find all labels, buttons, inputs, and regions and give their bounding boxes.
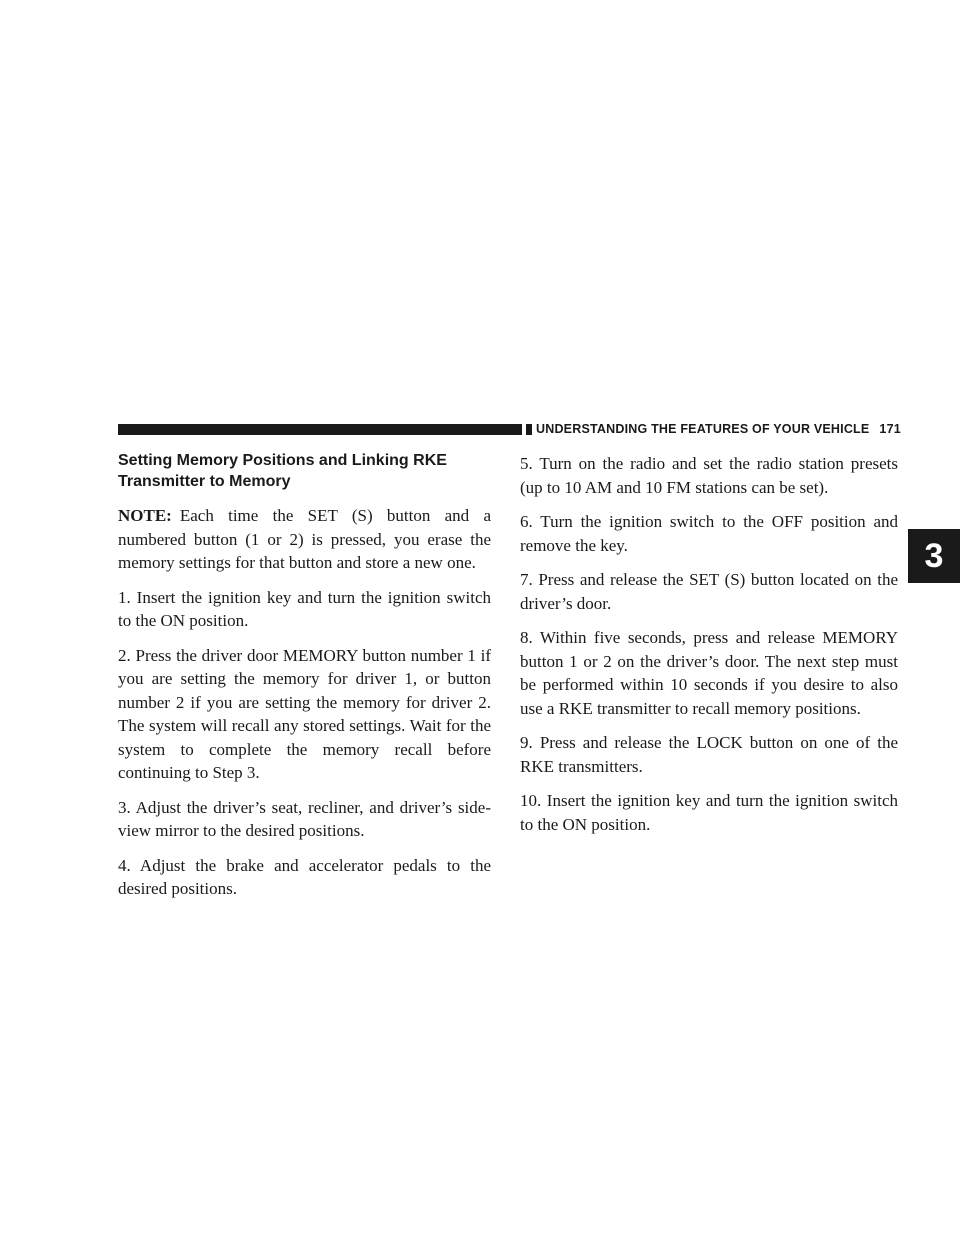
header-rule-separator [526,424,532,435]
step-3: 3. Adjust the driver’s seat, recliner, and driver’s side-view mirror to the desired positions. [118,797,491,840]
note-label: NOTE: [118,506,172,525]
page-number: 171 [879,422,901,436]
chapter-tab: 3 [908,529,960,583]
step-6: 6. Turn the ignition switch to the OFF position and remove the key. [520,512,898,555]
header-rule [118,424,522,435]
step-1: 1. Insert the ignition key and turn the ignition switch to the ON position. [118,587,491,630]
right-column [520,452,898,847]
section-title: Setting Memory Positions and Linking RKE Transmitter to Memory [118,452,447,490]
step-9: 9. Press and release the LOCK button on one of the RKE transmitters. [520,733,898,776]
left-column [118,450,491,912]
note-paragraph [118,504,491,575]
header-section-title: UNDERSTANDING THE FEATURES OF YOUR VEHICLE [536,422,870,436]
step-5: 5. Turn on the radio and set the radio station presets (up to 10 AM and 10 FM stations can be set). [520,454,898,497]
step-7: 7. Press and release the SET (S) button located on the driver’s door. [520,570,898,613]
step-8: 8. Within five seconds, press and release MEMORY button 1 or 2 on the driver’s door. The next step must be performed within 10 seconds if you desire to also use a RKE transmitter to recall memory positions. [520,628,898,718]
step-2: 2. Press the driver door MEMORY button number 1 if you are setting the memory for driver 1, or button number 2 if you are setting the memory for driver 2. The system will recall any stored settings. Wait for the system to complete the memory recall before continuing to Step 3. [118,645,491,782]
running-header [536,419,900,439]
note-text: Each time the SET (S) button and a numbered button (1 or 2) is pressed, you erase the memory settings for that button and store a new one. [118,506,491,572]
step-4: 4. Adjust the brake and accelerator pedals to the desired positions. [118,855,491,898]
step-10: 10. Insert the ignition key and turn the ignition switch to the ON position. [520,791,898,834]
